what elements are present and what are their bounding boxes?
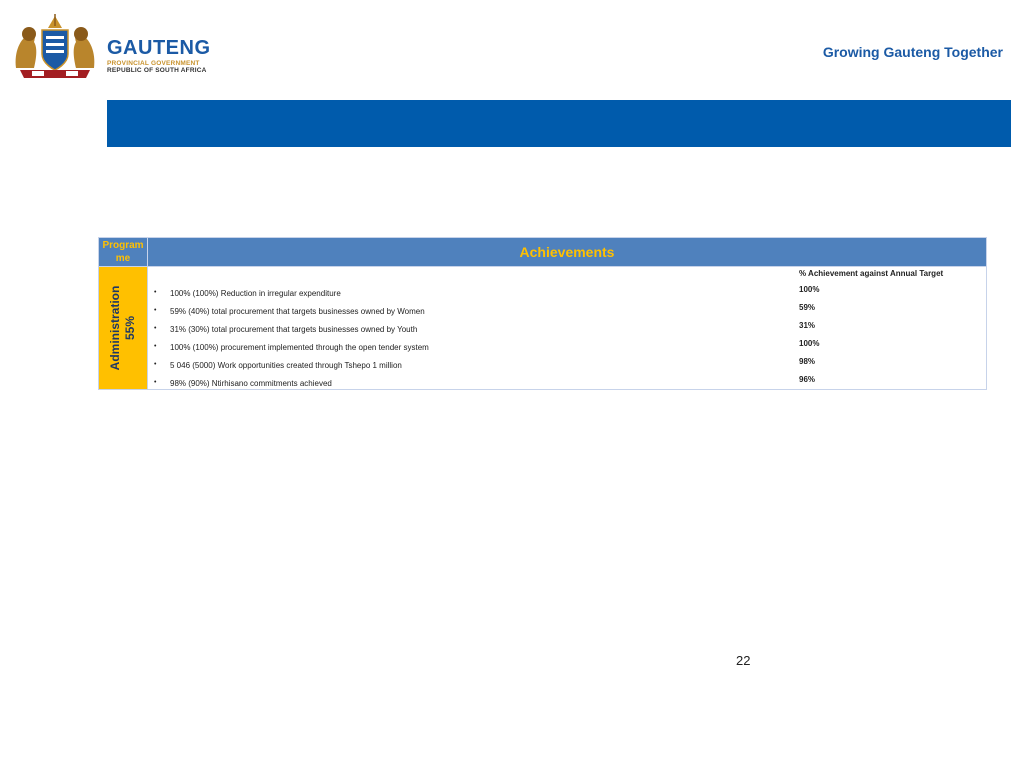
brand-name: GAUTENG — [107, 37, 211, 59]
achievement-text: 100% (100%) procurement implemented through the open tender system — [170, 343, 429, 352]
brand-subtitle-line2: REPUBLIC OF SOUTH AFRICA — [107, 67, 207, 74]
percent-column-title: % Achievement against Annual Target — [799, 269, 944, 278]
list-item — [154, 379, 429, 397]
list-item — [154, 307, 429, 325]
achievements-table — [98, 237, 987, 390]
bullet: • — [154, 307, 157, 314]
achievement-list — [154, 289, 429, 397]
bullet: • — [154, 361, 157, 368]
achievement-text: 98% (90%) Ntirhisano commitments achieved — [170, 379, 332, 388]
achievement-text: 100% (100%) Reduction in irregular expenditure — [170, 289, 341, 298]
bullet: • — [154, 289, 157, 296]
programme-name: Administration — [108, 285, 122, 371]
programme-percent: 55% — [123, 315, 137, 341]
percent-value: 98% — [799, 357, 816, 366]
percent-value: 31% — [799, 321, 816, 330]
percent-value: 96% — [799, 375, 816, 384]
percent-value: 59% — [799, 303, 816, 312]
achievement-text: 5 046 (5000) Work opportunities created through Tshepo 1 million — [170, 361, 402, 370]
programme-label — [108, 286, 138, 371]
programme-header: Program me — [99, 238, 148, 267]
list-item — [154, 325, 429, 343]
list-item — [154, 361, 429, 379]
tagline: Growing Gauteng Together — [822, 44, 1003, 60]
achievement-text: 59% (40%) total procurement that targets businesses owned by Women — [170, 307, 425, 316]
programme-cell — [99, 267, 148, 390]
bullet: • — [154, 379, 157, 386]
page-number: 22 — [736, 653, 751, 668]
achievements-cell — [148, 267, 987, 390]
percent-list — [799, 285, 819, 393]
bullet: • — [154, 325, 157, 332]
percent-value: 100% — [799, 339, 820, 348]
bullet: • — [154, 343, 157, 350]
brand-subtitle-line1: PROVINCIAL GOVERNMENT — [107, 60, 200, 67]
brand-block — [107, 38, 211, 74]
title-banner — [107, 100, 1011, 147]
gauteng-coat-of-arms-icon — [10, 12, 100, 80]
achievement-text: 31% (30%) total procurement that targets businesses owned by Youth — [170, 325, 418, 334]
achievements-header: Achievements — [148, 238, 987, 267]
list-item — [154, 343, 429, 361]
list-item — [154, 289, 429, 307]
percent-value: 100% — [799, 285, 820, 294]
